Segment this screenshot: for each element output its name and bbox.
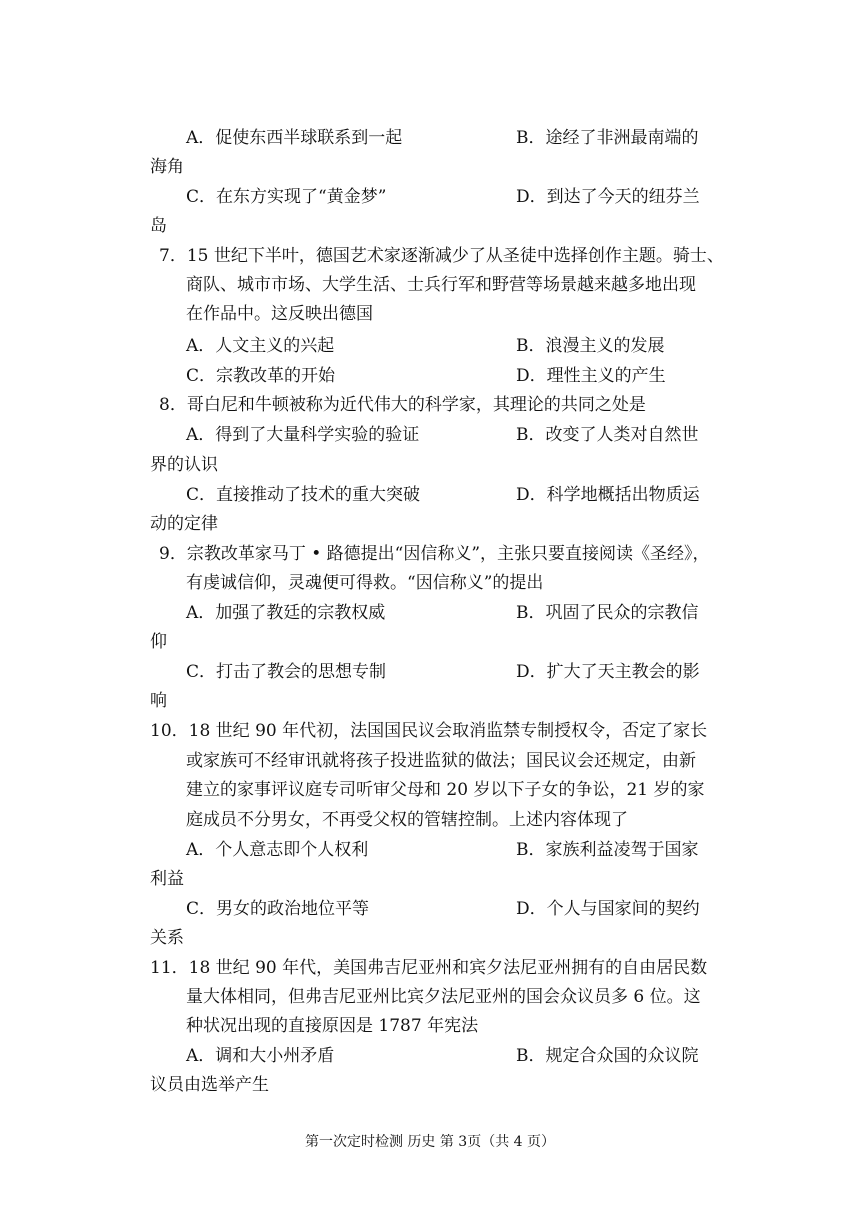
q10-option-d-wrap: 关系 [150, 928, 184, 948]
q10-stem: 10．18 世纪 90 年代初，法国国民议会取消监禁专制授权令，否定了家长 [150, 721, 708, 741]
q6-option-a: A．促使东西半球联系到一起 [186, 128, 403, 148]
q6-option-d: D．到达了今天的纽芬兰 [516, 187, 700, 207]
q9-stem: 9．宗教改革家马丁 • 路德提出“因信称义”，主张只要直接阅读《圣经》， [159, 544, 710, 564]
q9-option-b: B．巩固了民众的宗教信 [516, 603, 699, 623]
q10-option-b-wrap: 利益 [150, 869, 184, 889]
q11-option-b-wrap: 议员由选举产生 [150, 1075, 269, 1095]
q11-option-b: B．规定合众国的众议院 [516, 1046, 699, 1066]
q8-option-b-wrap: 界的认识 [150, 455, 218, 475]
q11-option-a: A．调和大小州矛盾 [186, 1046, 335, 1066]
page-footer: 第一次定时检测 历史 第 3页（共 4 页） [304, 1134, 556, 1150]
q6-option-c: C．在东方实现了“黄金梦” [186, 187, 387, 207]
q10-stem-line2: 或家族可不经审讯就将孩子投进监狱的做法；国民议会还规定，由新 [186, 751, 696, 771]
q8-option-b: B．改变了人类对自然世 [516, 425, 699, 445]
q11-stem: 11．18 世纪 90 年代，美国弗吉尼亚州和宾夕法尼亚州拥有的自由居民数 [150, 958, 708, 978]
q9-option-b-wrap: 仰 [150, 632, 167, 652]
q6-option-b-wrap: 海角 [150, 157, 184, 177]
q6-option-b: B．途经了非洲最南端的 [516, 128, 699, 148]
q9-option-c: C．打击了教会的思想专制 [186, 662, 387, 682]
q7-option-c: C．宗教改革的开始 [186, 366, 336, 386]
q10-option-b: B．家族利益凌驾于国家 [516, 840, 699, 860]
q7-option-a: A．人文主义的兴起 [186, 336, 335, 356]
q7-stem: 7．15 世纪下半叶，德国艺术家逐渐减少了从圣徒中选择创作主题。骑士、 [159, 246, 724, 266]
q9-option-a: A．加强了教廷的宗教权威 [186, 603, 386, 623]
q6-option-d-wrap: 岛 [150, 216, 167, 236]
q7-stem-line3: 在作品中。这反映出德国 [186, 304, 373, 324]
q10-option-a: A．个人意志即个人权利 [186, 840, 369, 860]
q8-option-d-wrap: 动的定律 [150, 514, 218, 534]
q11-stem-line2: 量大体相同，但弗吉尼亚州比宾夕法尼亚州的国会众议员多 6 位。这 [186, 987, 701, 1007]
q7-option-d: D．理性主义的产生 [516, 366, 666, 386]
q9-option-d-wrap: 响 [150, 691, 167, 711]
q8-stem: 8．哥白尼和牛顿被称为近代伟大的科学家，其理论的共同之处是 [159, 395, 646, 415]
q9-option-d: D．扩大了天主教会的影 [516, 662, 700, 682]
q10-stem-line4: 庭成员不分男女，不再受父权的管辖控制。上述内容体现了 [186, 810, 628, 830]
q9-stem-line2: 有虔诚信仰，灵魂便可得救。“因信称义”的提出 [186, 573, 544, 593]
q10-option-c: C．男女的政治地位平等 [186, 899, 370, 919]
q8-option-d: D．科学地概括出物质运 [516, 485, 700, 505]
q10-stem-line3: 建立的家事评议庭专司听审父母和 20 岁以下子女的争讼，21 岁的家 [186, 780, 705, 800]
q7-stem-line2: 商队、城市市场、大学生活、士兵行军和野营等场景越来越多地出现 [186, 275, 696, 295]
q11-stem-line3: 种状况出现的直接原因是 1787 年宪法 [186, 1016, 479, 1036]
q8-option-a: A．得到了大量科学实验的验证 [186, 425, 420, 445]
q7-option-b: B．浪漫主义的发展 [516, 336, 665, 356]
q8-option-c: C．直接推动了技术的重大突破 [186, 485, 421, 505]
q10-option-d: D．个人与国家间的契约 [516, 899, 700, 919]
